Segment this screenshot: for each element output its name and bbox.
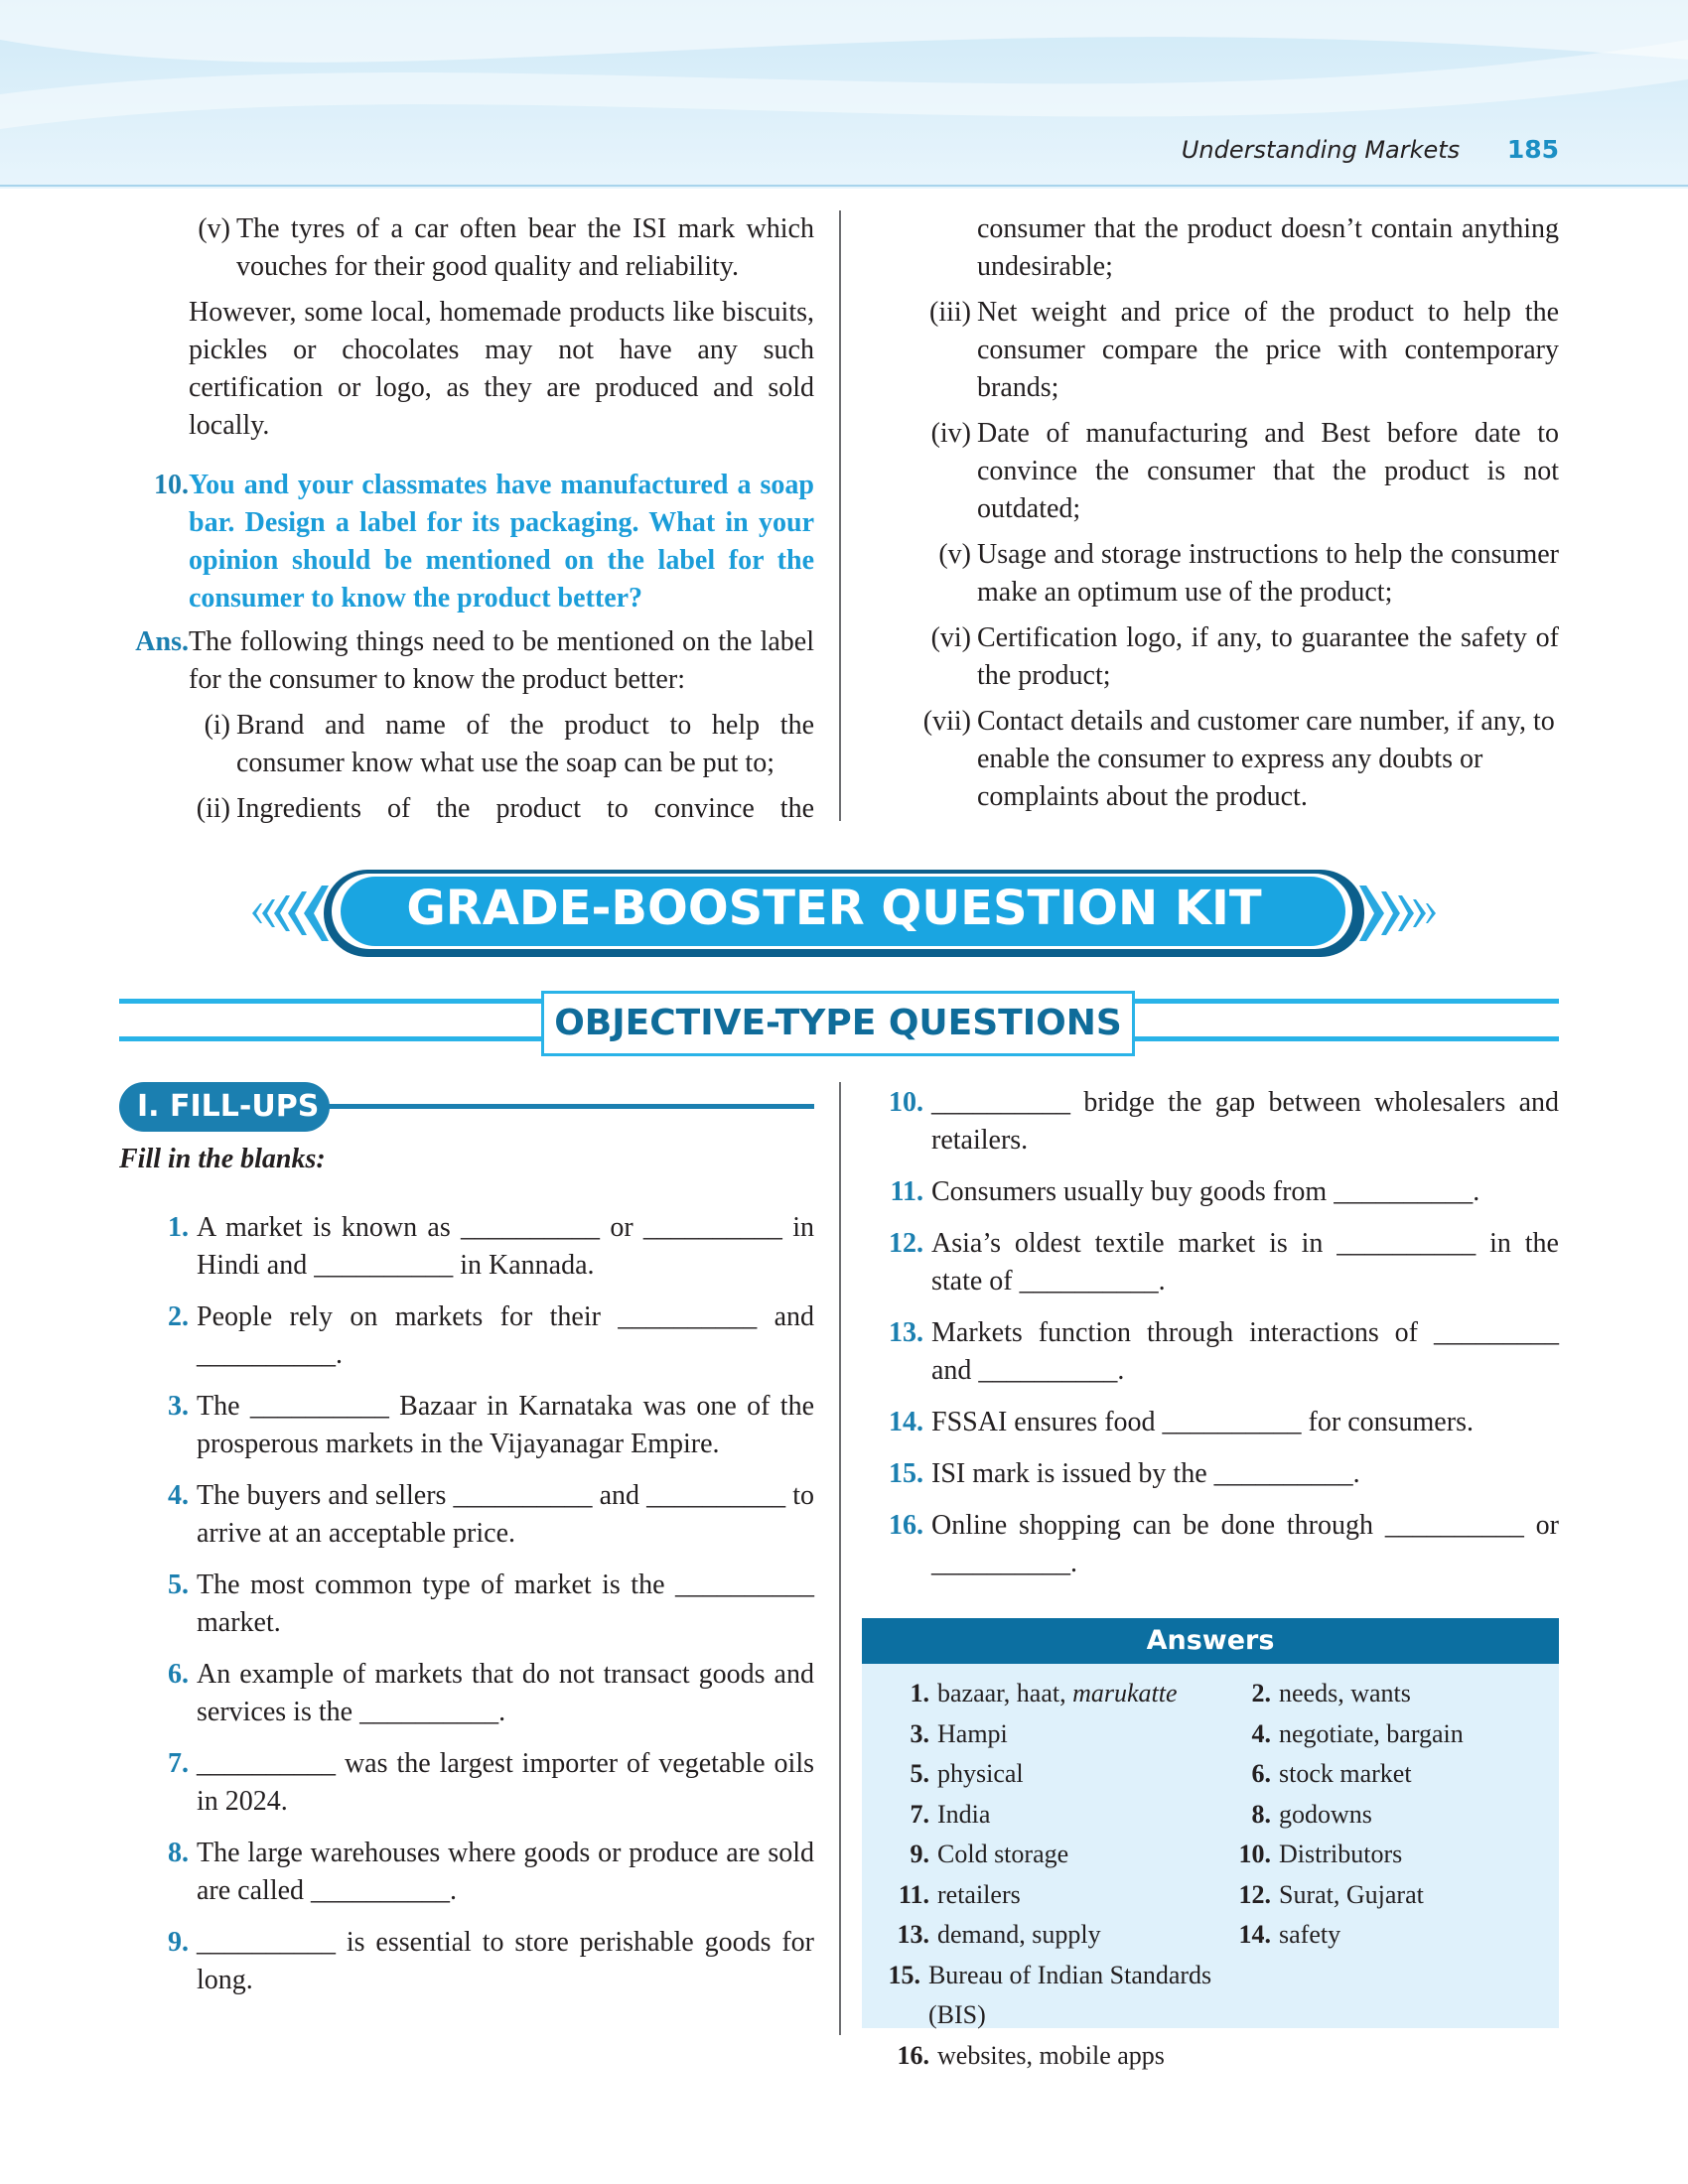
- answer-number: 1.: [910, 1679, 929, 1707]
- fill-question: 10. __________ bridge the gap between wholesalers and retailers.: [889, 1087, 1559, 1156]
- fill-question: 13. Markets function through interactions of _________ and __________.: [889, 1317, 1559, 1386]
- answer-item: [1229, 1875, 1424, 1916]
- item-number: (iv): [930, 418, 971, 449]
- answer-row: [862, 1915, 1559, 1956]
- fill-question: 9. __________ is essential to store perishable goods for long.: [168, 1927, 814, 1995]
- answer-item: [1229, 1835, 1402, 1875]
- answer-text: Cold storage: [937, 1840, 1069, 1868]
- prev-answer-right-column: [874, 210, 1559, 824]
- answers-heading: Answers: [862, 1618, 1559, 1664]
- answer-intro: [119, 623, 814, 699]
- list-item: [111, 210, 814, 286]
- item-text: Contact details and customer care number, if any, to enable the consumer to express any doubts or complaints about the product.: [977, 706, 1555, 812]
- fill-question: 12. Asia’s oldest textile market is in __________ in the state of __________.: [889, 1228, 1559, 1297]
- fillups-rule: [323, 1104, 814, 1109]
- item-number: (iii): [929, 297, 971, 328]
- answer-text: websites, mobile apps: [937, 2040, 1165, 2070]
- answer-item: [862, 1795, 1229, 1836]
- answer-text: stock market: [1279, 1759, 1412, 1788]
- answer-item: [862, 2036, 1229, 2077]
- fill-question: 14. FSSAI ensures food __________ for consumers.: [889, 1407, 1474, 1437]
- answer-text: physical: [937, 1759, 1024, 1788]
- answer-row: [862, 1714, 1559, 1755]
- item-number: (ii): [196, 793, 230, 824]
- fill-question: 2. People rely on markets for their __________ and __________.: [168, 1301, 814, 1370]
- answer-text: Distributors: [1279, 1840, 1403, 1868]
- continuation-text: consumer that the product doesn’t contain anything undesirable;: [977, 213, 1559, 282]
- answer-text: godowns: [1279, 1799, 1372, 1829]
- question-number: 10.: [154, 470, 189, 500]
- running-head: [1182, 135, 1559, 164]
- answer-row: [862, 1875, 1559, 1916]
- answer-text: demand, supply: [937, 1920, 1101, 1949]
- answer-number: 8.: [1251, 1799, 1271, 1829]
- fill-question: 3. The __________ Bazaar in Karnataka was one of the prosperous markets in the Vijayanagar Empire.: [168, 1391, 814, 1459]
- answer-text: Bureau of Indian Standards (BIS): [927, 1960, 1212, 2029]
- chapter-title: Understanding Markets: [1181, 136, 1461, 164]
- item-text: The tyres of a car often bear the ISI mark which vouches for their good quality and reliability.: [236, 213, 814, 282]
- answers-box: [862, 1618, 1559, 2070]
- answer-number: 9.: [910, 1840, 929, 1868]
- fillups-instruction: Fill in the blanks:: [119, 1144, 326, 1174]
- item-text: Brand and name of the product to help the consumer know what use the soap can be put to;: [236, 710, 814, 778]
- column-divider: [839, 1082, 841, 2035]
- item-number: (v): [198, 213, 230, 244]
- paragraph: However, some local, homemade products like biscuits, pickles or chocolates may not have any such certification or logo, as they are produced and sold locally.: [189, 297, 814, 441]
- answer-item: [862, 1956, 1229, 2036]
- item-text: Ingredients of the product to convince the: [236, 793, 814, 824]
- answer-label: Ans.: [135, 626, 189, 657]
- fill-question: 16. Online shopping can be done through __________ or __________.: [889, 1510, 1559, 1578]
- fill-question: 1. A market is known as __________ or __________ in Hindi and __________ in Kannada.: [168, 1212, 814, 1281]
- answer-item: [1229, 1915, 1340, 1956]
- fillups-heading: I. FILL-UPS: [119, 1082, 330, 1132]
- list-item: [874, 703, 1559, 816]
- list-item: [111, 790, 814, 828]
- fill-question: 15. ISI mark is issued by the __________.: [889, 1458, 1360, 1489]
- fillups-left-column: [119, 1209, 814, 2013]
- answer-number: 4.: [1251, 1718, 1271, 1748]
- answer-row: [862, 1754, 1559, 1795]
- answer-number: 13.: [897, 1920, 929, 1949]
- list-item: [874, 536, 1559, 612]
- question-10: [119, 467, 814, 617]
- item-text: Certification logo, if any, to guarantee the safety of the product;: [977, 622, 1559, 691]
- answer-text: Surat, Gujarat: [1279, 1879, 1424, 1909]
- fill-question: 4. The buyers and sellers __________ and __________ to arrive at an acceptable price.: [168, 1480, 814, 1549]
- item-number: (vii): [922, 706, 971, 737]
- column-divider: [839, 210, 841, 821]
- list-item: [874, 619, 1559, 695]
- fill-question: 5. The most common type of market is the __________ market.: [168, 1570, 814, 1638]
- list-item: [874, 415, 1559, 528]
- item-number: (i): [204, 710, 230, 741]
- page-number: 185: [1506, 135, 1559, 164]
- answer-number: 11.: [898, 1879, 929, 1909]
- answer-number: 10.: [1238, 1840, 1271, 1868]
- item-number: (v): [938, 539, 971, 570]
- answer-text: The following things need to be mentioned on the label for the consumer to know the product better:: [189, 626, 814, 695]
- list-item: [111, 707, 814, 782]
- list-item: [874, 294, 1559, 407]
- item-text: Usage and storage instructions to help the consumer make an optimum use of the product;: [977, 539, 1559, 608]
- answer-number: 5.: [910, 1759, 929, 1788]
- answer-number: 7.: [910, 1799, 929, 1829]
- answer-item: [1229, 1754, 1412, 1795]
- item-text: Net weight and price of the product to help the consumer compare the price with contemporary brands;: [977, 297, 1559, 403]
- right-chevrons-icon: [1359, 886, 1436, 941]
- header-rule: [0, 185, 1688, 187]
- answer-item: [862, 1714, 1229, 1755]
- fill-question: 6. An example of markets that do not transact goods and services is the __________.: [168, 1659, 814, 1727]
- answer-row: [862, 1956, 1559, 2036]
- fillups-right-column: [874, 1084, 1559, 1596]
- fill-question: 8. The large warehouses where goods or produce are sold are called __________.: [168, 1838, 814, 1906]
- answer-text: needs, wants: [1279, 1679, 1411, 1707]
- answer-text: bazaar, haat, marukatte: [937, 1679, 1178, 1707]
- question-text: You and your classmates have manufactured a soap bar. Design a label for its packaging. What in your opinion should be mentioned on the label for the consumer to know the product better?: [189, 470, 814, 614]
- answer-row: [862, 1674, 1559, 1714]
- answer-item: [1229, 1714, 1464, 1755]
- answer-number: 14.: [1238, 1920, 1271, 1949]
- answer-text: retailers: [937, 1879, 1021, 1909]
- answer-item: [1229, 1795, 1372, 1836]
- left-chevrons-icon: [252, 886, 329, 941]
- answer-item: [1229, 1674, 1411, 1714]
- fill-question: 11. Consumers usually buy goods from __________.: [890, 1176, 1480, 1207]
- answer-number: 3.: [910, 1718, 929, 1748]
- answer-number: 2.: [1251, 1679, 1271, 1707]
- answer-item: [862, 1674, 1229, 1714]
- answer-row: [862, 2036, 1559, 2077]
- answer-item: [862, 1754, 1229, 1795]
- banner-title: GRADE-BOOSTER QUESTION KIT: [406, 881, 1262, 936]
- item-number: (vi): [930, 622, 971, 653]
- prev-answer-left-column: [119, 210, 814, 836]
- answer-number: 15.: [888, 1960, 920, 1989]
- answer-item: [862, 1835, 1229, 1875]
- objective-heading: OBJECTIVE-TYPE QUESTIONS: [541, 991, 1135, 1056]
- answer-number: 12.: [1238, 1879, 1271, 1909]
- answer-item: [862, 1915, 1229, 1956]
- answer-text: India: [937, 1799, 991, 1829]
- answer-item: [862, 1875, 1229, 1916]
- answer-text: negotiate, bargain: [1279, 1718, 1464, 1748]
- answer-number: 16.: [897, 2040, 929, 2070]
- answer-text: Hampi: [937, 1718, 1008, 1748]
- answer-number: 6.: [1251, 1759, 1271, 1788]
- fill-question: 7. __________ was the largest importer of vegetable oils in 2024.: [168, 1748, 814, 1817]
- item-text: Date of manufacturing and Best before date to convince the consumer that the product is not outdated;: [977, 418, 1559, 524]
- answer-row: [862, 1835, 1559, 1875]
- answer-row: [862, 1795, 1559, 1836]
- answer-text: safety: [1279, 1920, 1341, 1949]
- answers-grid: [862, 1674, 1559, 2076]
